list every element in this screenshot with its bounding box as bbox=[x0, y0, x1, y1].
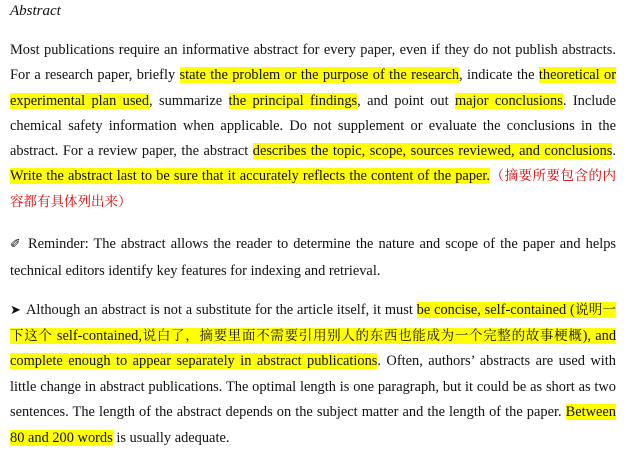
paragraph-abstract-requirements bbox=[10, 38, 616, 215]
chinese-annotation: （摘要所要包含的内容都有具体列出来） bbox=[10, 168, 616, 210]
paragraph-concise bbox=[10, 298, 616, 451]
highlight-conclusions: major conclusions bbox=[454, 92, 563, 109]
highlight-chinese-explanation: 说白了，摘要里面不需要引用别人的东西也能成为一个完整的故事梗概 bbox=[141, 327, 583, 344]
highlight-chinese-note: 说明一下这个 bbox=[10, 302, 617, 344]
highlight-concise: be concise, self-contained ( bbox=[416, 302, 575, 318]
highlight-problem-purpose: state the problem or the purpose of the research bbox=[179, 67, 460, 84]
paragraph-reminder bbox=[10, 231, 616, 285]
pencil-icon: ✐ bbox=[10, 237, 21, 252]
arrow-bullet-icon: ➤ bbox=[10, 303, 21, 318]
text-segment: Most publications require an informative abstract for every paper, even if they do not publish abstracts. For a research paper, briefly bbox=[10, 42, 616, 84]
highlight-findings: the principal findings bbox=[228, 92, 358, 109]
highlight-complete-enough: ), and complete enough to appear separately in abstract publications bbox=[10, 327, 617, 369]
text-segment: , indicate the bbox=[459, 67, 539, 84]
text-segment: . Include chemical safety information when applicable. Do not supplement or evaluate the conclusions in the abstract. For a review paper, the abstract bbox=[10, 92, 616, 160]
text-segment: is usually adequate. bbox=[112, 429, 230, 446]
highlight-word-count: Between 80 and 200 words bbox=[10, 404, 616, 446]
text-segment: , and point out bbox=[357, 92, 455, 109]
text-segment: . Often, authors’ abstracts are used with little change in abstract publications. The optimal length is one paragraph, but it could be as short as two sentences. The length of the abstract depends on the subject matter and the length of the paper. bbox=[10, 353, 616, 420]
highlight-plan: theoretical or experimental plan used bbox=[10, 67, 616, 109]
text-segment: , summarize bbox=[149, 92, 229, 109]
highlight-write-last: Write the abstract last to be sure that it accurately reflects the content of the paper. bbox=[10, 168, 490, 185]
text-segment: . bbox=[612, 143, 616, 160]
reminder-text: Reminder: The abstract allows the reader to determine the nature and scope of the paper and helps technical editors identify key features for indexing and retrieval. bbox=[10, 236, 616, 279]
text-segment: Although an abstract is not a substitute for the article itself, it must bbox=[25, 302, 417, 318]
section-heading: Abstract bbox=[10, 3, 61, 19]
highlight-self-contained: self-contained, bbox=[52, 327, 142, 344]
highlight-review-topics: describes the topic, scope, sources reviewed, and conclusions bbox=[252, 143, 613, 160]
